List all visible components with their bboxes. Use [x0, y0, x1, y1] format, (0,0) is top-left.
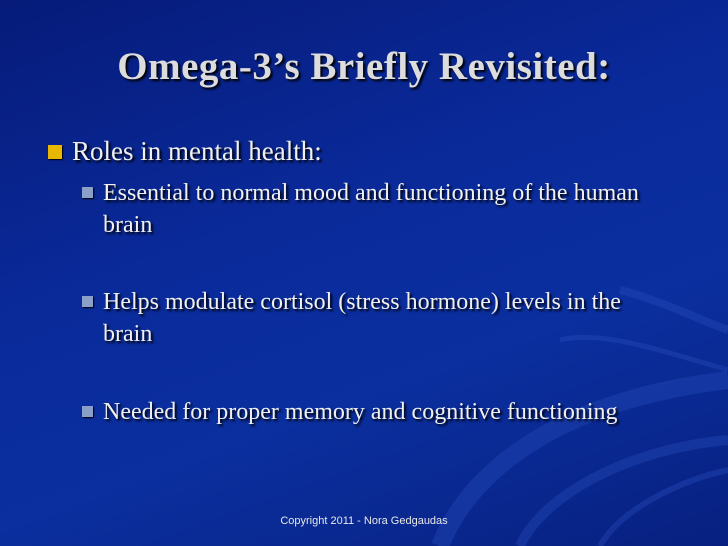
sub-bullet-text: Needed for proper memory and cognitive functioning — [103, 399, 618, 425]
sub-bullet-item — [82, 286, 662, 350]
sub-bullet-text: Essential to normal mood and functioning of the human brain — [103, 180, 639, 238]
sub-bullet-item — [82, 396, 662, 428]
square-bullet-icon — [82, 296, 93, 307]
square-bullet-icon — [82, 406, 93, 417]
main-bullet-text: Roles in mental health: — [72, 136, 322, 166]
copyright-footer: Copyright 2011 - Nora Gedgaudas — [280, 515, 448, 527]
sub-bullet-item — [82, 177, 662, 241]
square-bullet-icon — [48, 145, 62, 159]
slide-title: Omega-3’s Briefly Revisited: — [117, 45, 611, 88]
square-bullet-icon — [82, 187, 93, 198]
sub-bullet-text: Helps modulate cortisol (stress hormone) levels in the brain — [103, 289, 621, 347]
main-bullet-item — [48, 136, 322, 167]
